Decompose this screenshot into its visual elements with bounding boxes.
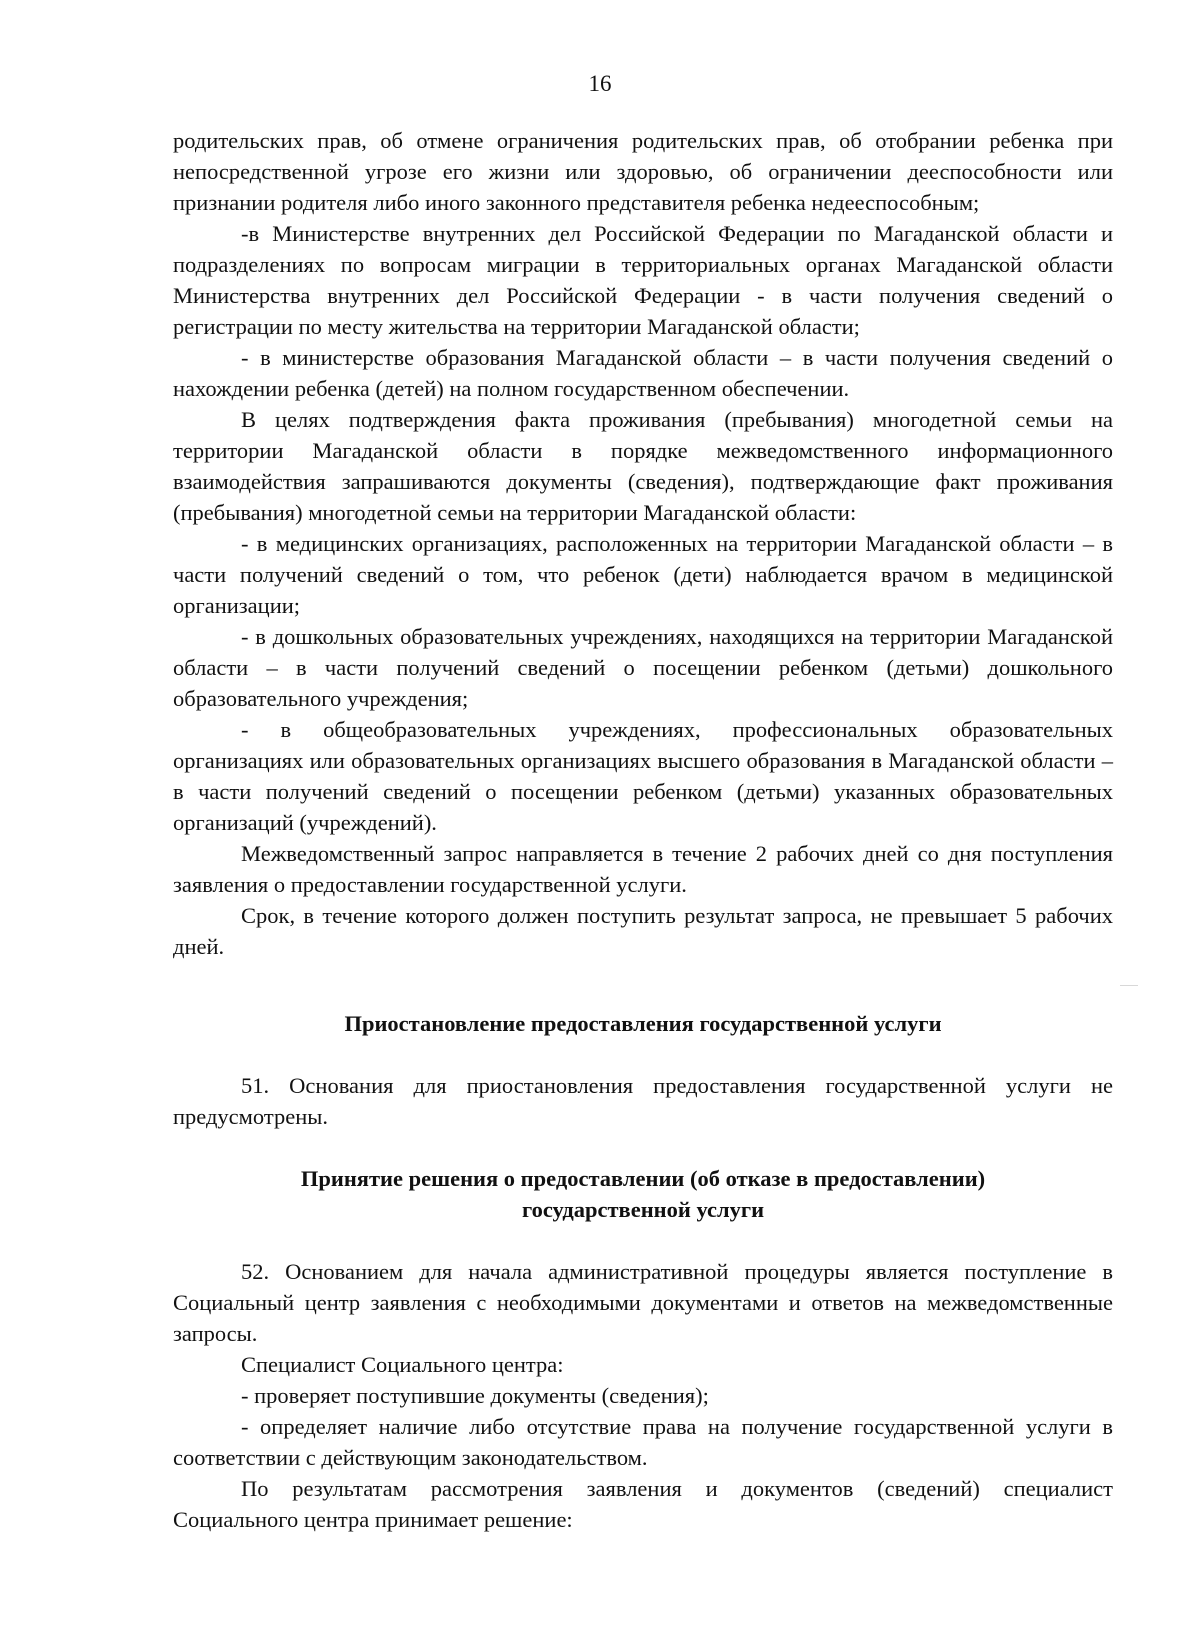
- paragraph: Специалист Социального центра:: [241, 1352, 564, 1377]
- paragraph: - проверяет поступившие документы (сведения);: [241, 1383, 709, 1408]
- section-heading-line: Принятие решения о предоставлении (об отказе в предоставлении): [300, 1166, 986, 1191]
- paragraph: Срок, в течение которого должен поступить результат запроса, не превышает 5 рабочих дней.: [173, 903, 1113, 959]
- paragraph: -в Министерстве внутренних дел Российской Федерации по Магаданской области и подразделениях по вопросам миграции в территориальных органах Магаданской области Министерства внутренних дел Российской Федерации - в части получения сведений о регистрации по месту жительства на территории Магаданской области;: [173, 221, 1113, 339]
- document-body: [173, 125, 1113, 1535]
- paragraph: В целях подтверждения факта проживания (пребывания) многодетной семьи на территории Магаданской области в порядке межведомственного информационного взаимодействия запрашиваются документы (сведения), подтверждающие факт проживания (пребывания) многодетной семьи на территории Магаданской области:: [173, 407, 1113, 525]
- paragraph: - определяет наличие либо отсутствие права на получение государственной услуги в соответствии с действующим законодательством.: [173, 1414, 1113, 1470]
- scan-artifact: [1120, 985, 1138, 986]
- paragraph: По результатам рассмотрения заявления и документов (сведений) специалист Социального центра принимает решение:: [173, 1476, 1113, 1532]
- paragraph-51: 51. Основания для приостановления предоставления государственной услуги не предусмотрены.: [173, 1073, 1113, 1129]
- page-number: 16: [588, 71, 612, 96]
- paragraph: - в министерстве образования Магаданской области – в части получения сведений о нахождении ребенка (детей) на полном государственном обеспечении.: [173, 345, 1113, 401]
- paragraph: Межведомственный запрос направляется в течение 2 рабочих дней со дня поступления заявления о предоставлении государственной услуги.: [173, 841, 1113, 897]
- paragraph: - в общеобразовательных учреждениях, профессиональных образовательных организациях или образовательных организациях высшего образования в Магаданской области – в части получений сведений о посещении ребенком (детьми) указанных образовательных организаций (учреждений).: [173, 717, 1113, 835]
- section-heading: [173, 1163, 1113, 1225]
- paragraph: - в дошкольных образовательных учреждениях, находящихся на территории Магаданской области – в части получений сведений о посещении ребенком (детьми) дошкольного образовательного учреждения;: [173, 624, 1113, 711]
- paragraph-52: 52. Основанием для начала административной процедуры является поступление в Социальный центр заявления с необходимыми документами и ответов на межведомственные запросы.: [173, 1259, 1113, 1346]
- paragraph: родительских прав, об отмене ограничения родительских прав, об отобрании ребенка при непосредственной угрозе его жизни или здоровью, об ограничении дееспособности или признании родителя либо иного законного представителя ребенка недееспособным;: [173, 128, 1113, 215]
- paragraph: - в медицинских организациях, расположенных на территории Магаданской области – в части получений сведений о том, что ребенок (дети) наблюдается врачом в медицинской организации;: [173, 531, 1113, 618]
- section-heading-line: государственной услуги: [521, 1197, 765, 1222]
- section-heading: Приостановление предоставления государственной услуги: [344, 1011, 942, 1036]
